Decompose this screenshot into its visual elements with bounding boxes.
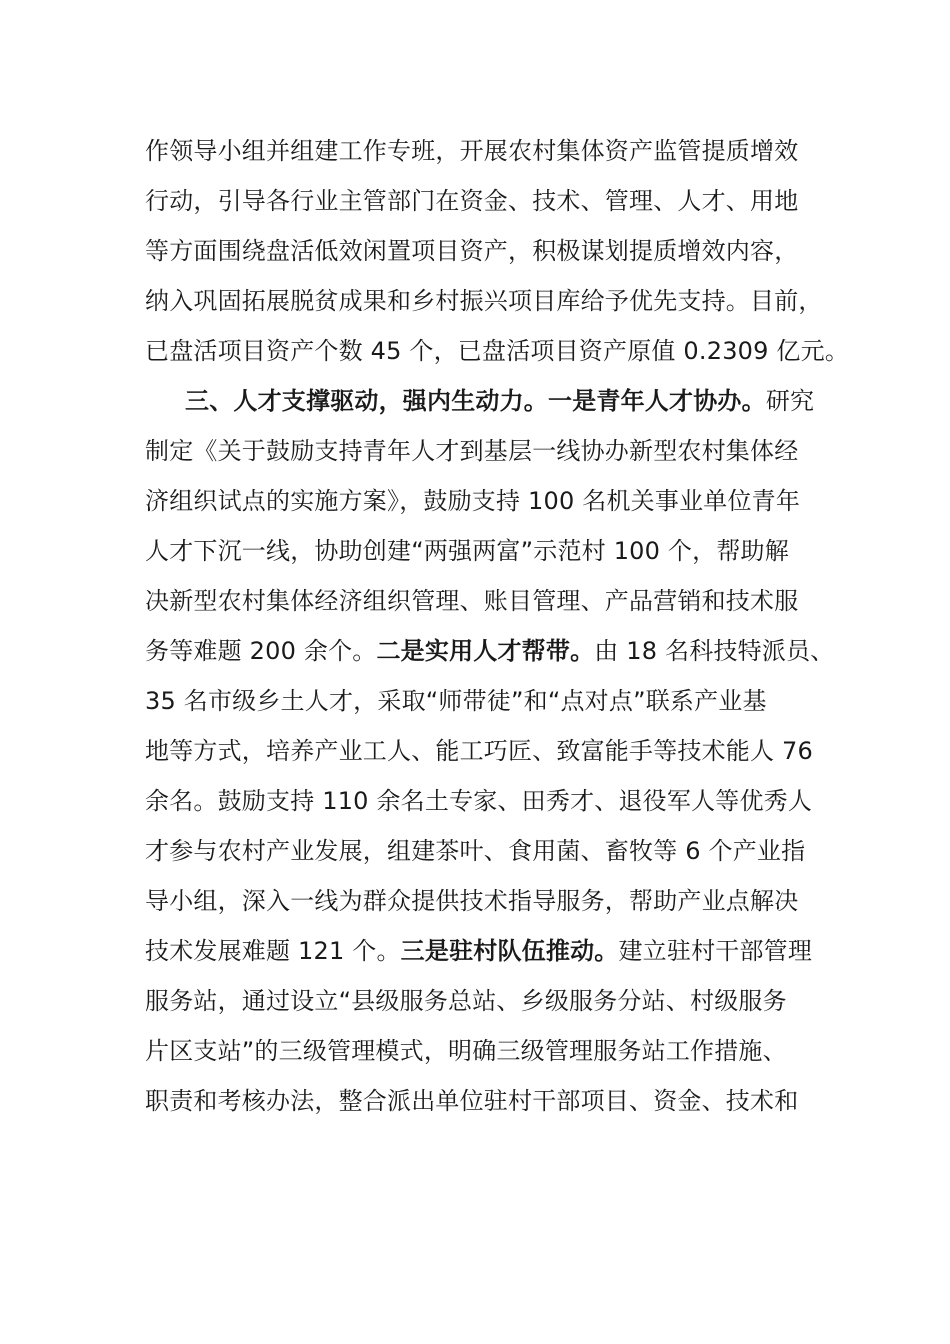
paragraph-line (145, 426, 798, 476)
text-span: 作领导小组并组建工作专班，开展农村集体资产监管提质增效 (145, 137, 799, 165)
paragraph-line (145, 826, 805, 876)
text-span: 制定《关于鼓励支持青年人才到基层一线协办新型农村集体经 (145, 437, 799, 465)
text-span: 职责和考核办法，整合派出单位驻村干部项目、资金、技术和 (145, 1087, 799, 1115)
text-span: 人才下沉一线，协助创建“两强两富”示范村 100 个，帮助解 (145, 537, 789, 565)
text-span: 研究 (765, 387, 815, 415)
text-span: 35 名市级乡土人才，采取“师带徒”和“点对点”联系产业基 (145, 687, 767, 715)
paragraph-line (145, 676, 767, 726)
paragraph-line (145, 876, 798, 926)
paragraph-line (145, 126, 798, 176)
paragraph-line (145, 476, 800, 526)
paragraph-line (145, 626, 834, 676)
section-heading-line (185, 376, 814, 426)
paragraph-line (145, 1076, 798, 1126)
text-span: 导小组，深入一线为群众提供技术指导服务，帮助产业点解决 (145, 887, 799, 915)
paragraph-line (145, 1026, 787, 1076)
text-span: 由 18 名科技特派员、 (594, 637, 835, 665)
text-span: 济组织试点的实施方案》，鼓励支持 100 名机关事业单位青年 (145, 487, 801, 515)
text-span: 才参与农村产业发展，组建茶叶、食用菌、畜牧等 6 个产业指 (145, 837, 806, 865)
text-span: 务等难题 200 余个。 (145, 637, 377, 665)
paragraph-line (145, 276, 823, 326)
paragraph-line (145, 226, 798, 276)
text-span: 服务站，通过设立“县级服务总站、乡级服务分站、村级服务 (145, 987, 787, 1015)
paragraph-line (145, 926, 812, 976)
text-span: 片区支站”的三级管理模式，明确三级管理服务站工作措施、 (145, 1037, 787, 1065)
text-span: 地等方式，培养产业工人、能工巧匠、致富能手等技术能人 76 (145, 737, 813, 765)
paragraph-line (145, 976, 787, 1026)
paragraph-line (145, 576, 798, 626)
text-span: 行动，引导各行业主管部门在资金、技术、管理、人才、用地 (145, 187, 799, 215)
paragraph-line (145, 526, 789, 576)
text-span: 余名。鼓励支持 110 余名土专家、田秀才、退役军人等优秀人 (145, 787, 813, 815)
paragraph-line (145, 176, 798, 226)
paragraph-line (145, 776, 812, 826)
text-span: 技术发展难题 121 个。 (145, 937, 401, 965)
paragraph-line (145, 326, 849, 376)
bold-subheading: 三是驻村队伍推动。 (400, 937, 619, 965)
text-span: 决新型农村集体经济组织管理、账目管理、产品营销和技术服 (145, 587, 799, 615)
bold-subheading: 二是实用人才帮带。 (376, 637, 595, 665)
text-span: 纳入巩固拓展脱贫成果和乡村振兴项目库给予优先支持。目前， (145, 287, 823, 315)
text-span: 已盘活项目资产个数 45 个，已盘活项目资产原值 0.2309 亿元。 (145, 337, 850, 365)
paragraph-line (145, 726, 813, 776)
text-span: 等方面围绕盘活低效闲置项目资产，积极谋划提质增效内容， (145, 237, 799, 265)
bold-heading: 三、人才支撑驱动，强内生动力。一是青年人才协办。 (185, 387, 766, 415)
text-span: 建立驻村干部管理 (618, 937, 813, 965)
